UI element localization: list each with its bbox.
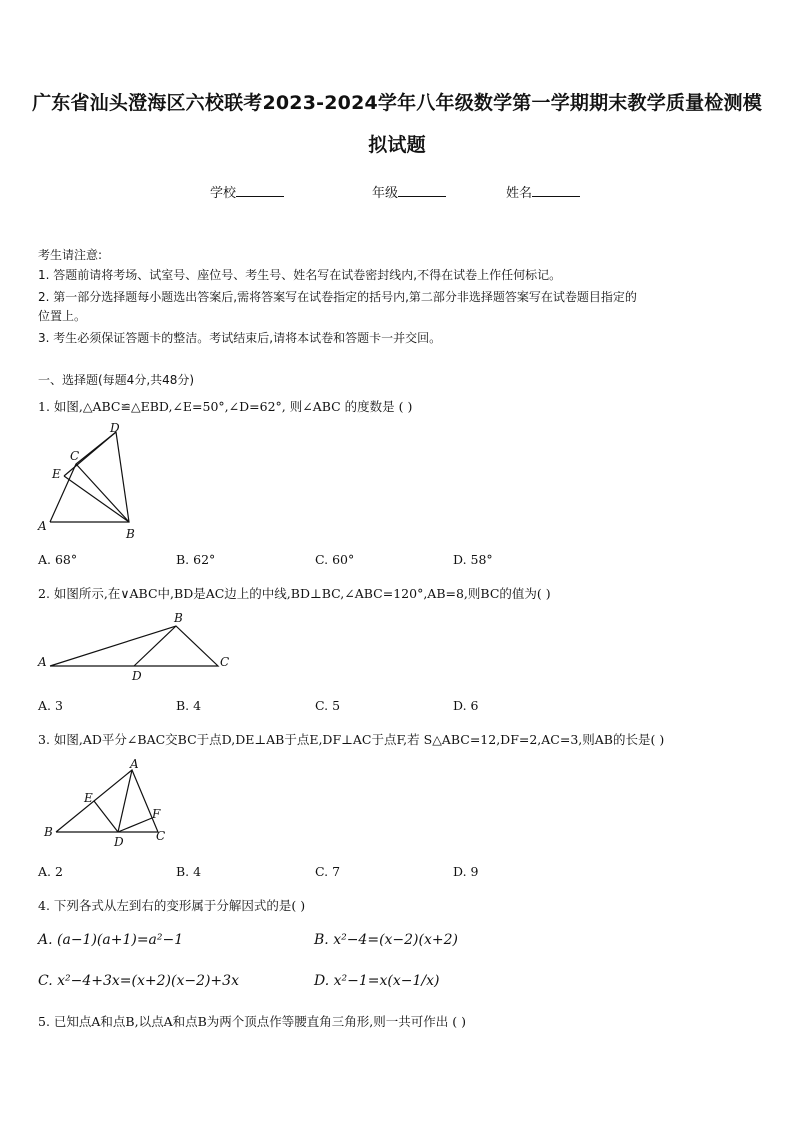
question-1-stem: 1. 如图,△ABC≌△EBD,∠E=50°,∠D=62°, 则∠ABC 的度数是 ( ) [38, 399, 413, 414]
name-label: 姓名 [506, 186, 533, 201]
school-blank[interactable] [236, 184, 284, 197]
question-4-option-d[interactable]: D. x²−1=x(x−1/x) [314, 973, 440, 989]
note-item: 1. 答题前请将考场、试室号、座位号、考生号、姓名写在试卷密封线内,不得在试卷上作任何标记。 [38, 268, 562, 282]
question-3-option-c[interactable]: C. 7 [315, 864, 341, 879]
note-item: 2. 第一部分选择题每小题选出答案后,需将答案写在试卷指定的括号内,第二部分非选择题答案写在试卷题目指定的 [38, 290, 637, 304]
exam-title-line2: 拟试题 [368, 134, 426, 156]
figure1-label-c: C [70, 449, 80, 463]
figure2-label-b: B [174, 611, 183, 625]
question-1-option-b[interactable]: B. 62° [176, 552, 216, 567]
figure3-label-c: C [156, 829, 166, 843]
figure1-label-e: E [52, 467, 61, 481]
figure2-label-d: D [132, 669, 142, 683]
question-4-option-a[interactable]: A. (a−1)(a+1)=a²−1 [38, 932, 184, 948]
question-2-option-d[interactable]: D. 6 [453, 698, 479, 713]
section-title: 一、选择题(每题4分,共48分) [38, 373, 195, 387]
figure3-label-f: F [152, 807, 161, 821]
question-4-option-b[interactable]: B. x²−4=(x−2)(x+2) [314, 932, 458, 948]
figure2-label-c: C [220, 655, 230, 669]
question-2-stem: 2. 如图所示,在∨ABC中,BD是AC边上的中线,BD⊥BC,∠ABC=120°,AB=8,则BC的值为( ) [38, 586, 551, 601]
figure3-label-d: D [114, 835, 124, 849]
note-item: 位置上。 [38, 309, 87, 323]
figure2-label-a: A [38, 655, 47, 669]
school-field [210, 182, 284, 201]
question-1-option-a[interactable]: A. 68° [38, 552, 78, 567]
grade-label: 年级 [372, 186, 399, 201]
question-3-figure [40, 758, 176, 850]
name-field [506, 182, 580, 201]
figure3-label-e: E [84, 791, 93, 805]
question-2-figure [36, 610, 236, 684]
question-1-option-d[interactable]: D. 58° [453, 552, 493, 567]
figure1-label-b: B [126, 527, 135, 541]
note-item: 3. 考生必须保证答题卡的整洁。考试结束后,请将本试卷和答题卡一并交回。 [38, 331, 442, 345]
question-3-option-d[interactable]: D. 9 [453, 864, 479, 879]
notes-heading: 考生请注意: [38, 248, 103, 262]
figure1-label-d: D [110, 421, 120, 435]
figure3-label-a: A [130, 758, 139, 771]
figure3-label-b: B [44, 825, 53, 839]
question-4-option-c[interactable]: C. x²−4+3x=(x+2)(x−2)+3x [38, 973, 239, 989]
question-4-stem: 4. 下列各式从左到右的变形属于分解因式的是( ) [38, 898, 306, 913]
question-2-option-c[interactable]: C. 5 [315, 698, 341, 713]
question-1-option-c[interactable]: C. 60° [315, 552, 355, 567]
question-3-stem: 3. 如图,AD平分∠BAC交BC于点D,DE⊥AB于点E,DF⊥AC于点F,若 S△ABC=12,DF=2,AC=3,则AB的长是( ) [38, 732, 665, 747]
question-3-option-b[interactable]: B. 4 [176, 864, 202, 879]
question-2-option-b[interactable]: B. 4 [176, 698, 202, 713]
question-5-stem: 5. 已知点A和点B,以点A和点B为两个顶点作等腰直角三角形,则一共可作出 ( ) [38, 1014, 466, 1029]
name-blank[interactable] [532, 184, 580, 197]
question-2-option-a[interactable]: A. 3 [38, 698, 63, 713]
school-label: 学校 [210, 186, 237, 201]
question-3-option-a[interactable]: A. 2 [38, 864, 63, 879]
grade-blank[interactable] [398, 184, 446, 197]
grade-field [372, 182, 446, 201]
figure1-label-a: A [38, 519, 47, 533]
exam-title-line1: 广东省汕头澄海区六校联考2023-2024学年八年级数学第一学期期末教学质量检测模 [32, 92, 762, 114]
question-1-figure [36, 418, 146, 542]
